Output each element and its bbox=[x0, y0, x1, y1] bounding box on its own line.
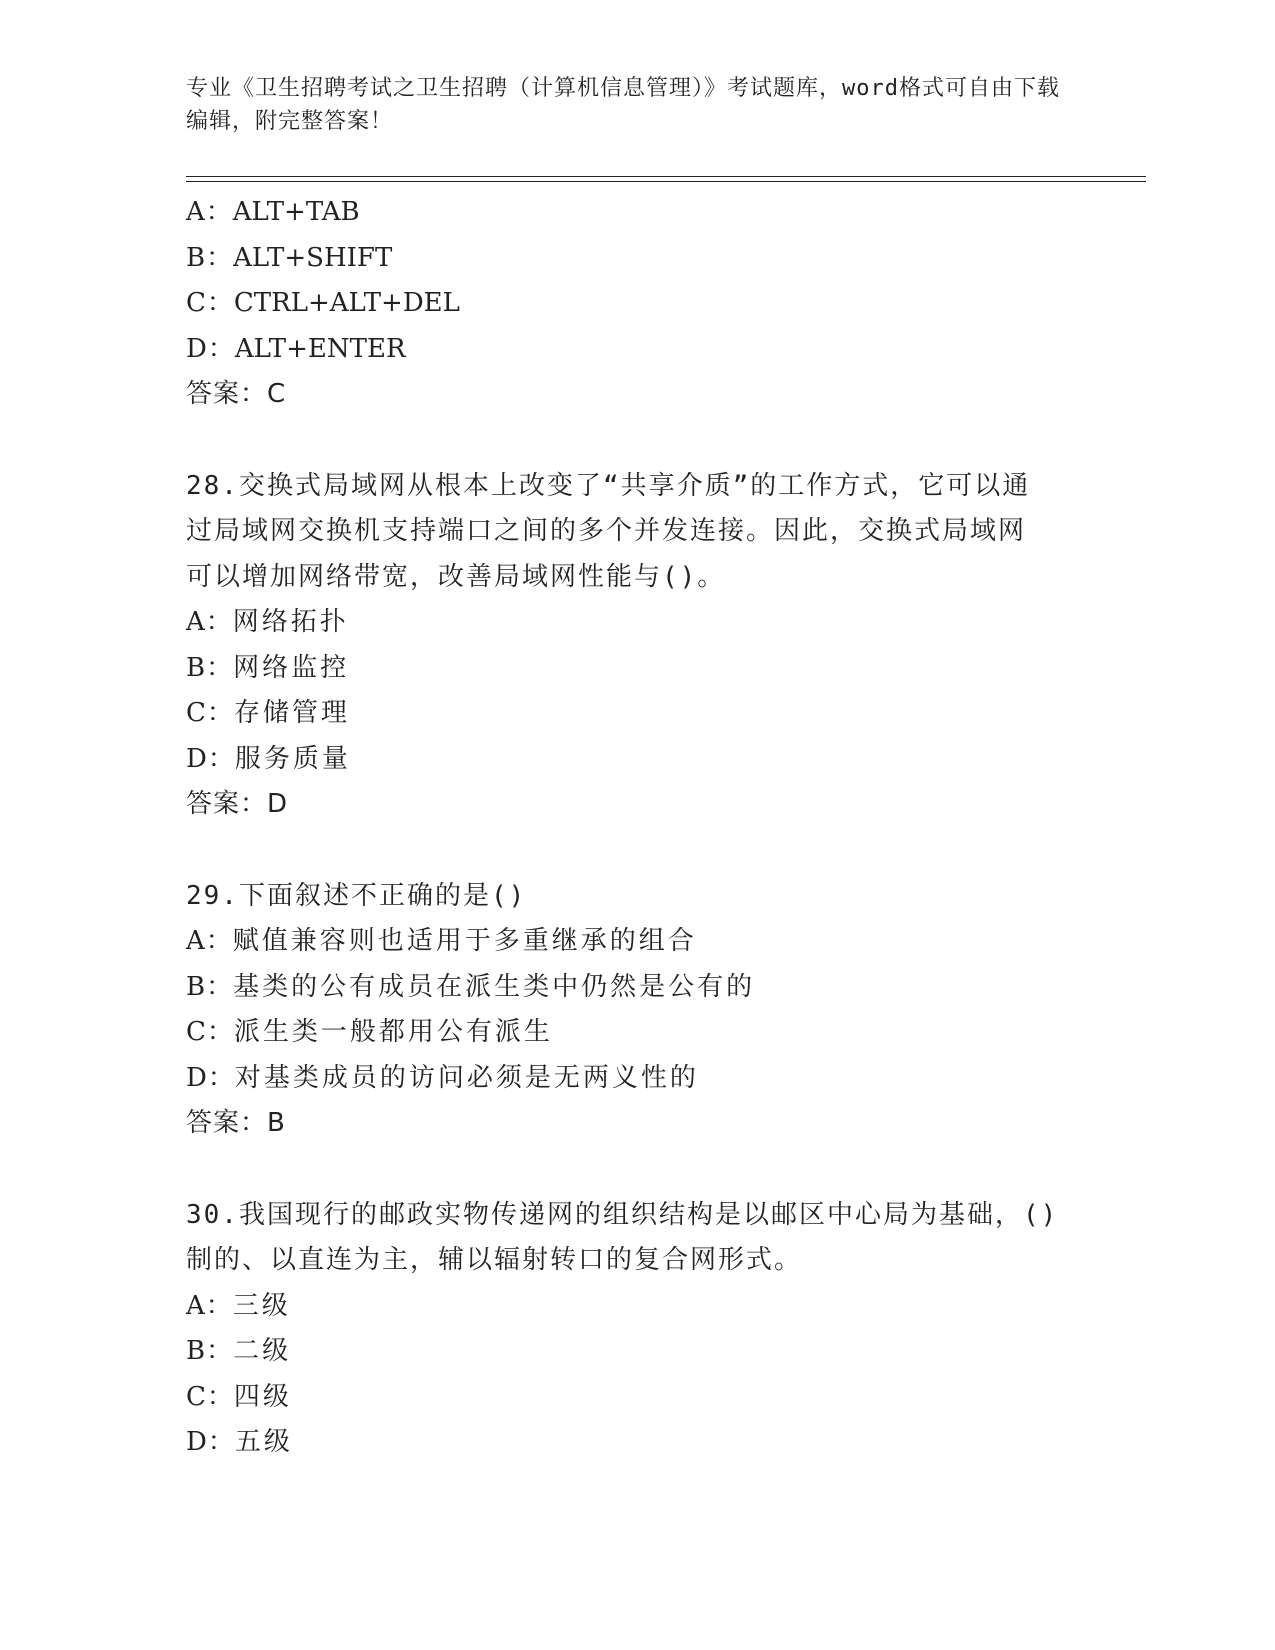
option-c bbox=[186, 691, 1086, 737]
option-key: B： bbox=[186, 242, 234, 273]
option-text: 基类的公有成员在派生类中仍然是公有的 bbox=[233, 971, 756, 1002]
option-key: A： bbox=[186, 926, 233, 956]
question-stem: 30.我国现行的邮政实物传递网的组织结构是以邮区中心局为基础，() bbox=[186, 1199, 1059, 1230]
option-b bbox=[186, 646, 1086, 692]
option-b bbox=[186, 965, 1086, 1011]
option-text: CTRL+ALT+DEL bbox=[233, 288, 460, 318]
question-30 bbox=[186, 1193, 1086, 1466]
option-text: 网络拓扑 bbox=[232, 607, 349, 637]
option-key: C： bbox=[186, 1381, 234, 1412]
option-key: C： bbox=[186, 698, 234, 728]
question-27 bbox=[186, 190, 1086, 418]
option-d bbox=[186, 1056, 1086, 1102]
answer-line: 答案：B bbox=[186, 1108, 286, 1138]
question-content bbox=[186, 190, 1086, 1466]
option-text: 三级 bbox=[232, 1290, 291, 1321]
option-key: D： bbox=[186, 333, 235, 364]
option-b bbox=[186, 1329, 1086, 1375]
option-key: D： bbox=[186, 1427, 235, 1457]
option-a bbox=[186, 1284, 1086, 1330]
option-text: ALT+ENTER bbox=[234, 333, 406, 364]
option-text: 五级 bbox=[234, 1427, 293, 1457]
option-text: 存储管理 bbox=[233, 698, 350, 728]
question-28 bbox=[186, 464, 1086, 828]
answer-line: 答案：C bbox=[186, 379, 287, 409]
option-c bbox=[186, 1010, 1086, 1056]
option-a bbox=[186, 600, 1086, 646]
option-d bbox=[186, 1420, 1086, 1466]
option-text: 对基类成员的访问必须是无两义性的 bbox=[234, 1062, 699, 1093]
option-text: ALT+TAB bbox=[232, 197, 360, 227]
option-d bbox=[186, 737, 1086, 783]
option-text: 服务质量 bbox=[234, 743, 351, 774]
option-key: B： bbox=[186, 652, 234, 683]
option-c bbox=[186, 281, 1086, 327]
question-stem: 29.下面叙述不正确的是() bbox=[186, 880, 527, 911]
spacer bbox=[186, 1147, 1086, 1193]
question-stem: 28.交换式局域网从根本上改变了“共享介质”的工作方式，它可以通 bbox=[186, 470, 1031, 501]
header-rule-top bbox=[186, 176, 1146, 177]
option-key: C： bbox=[186, 1017, 234, 1047]
header-rule-bottom bbox=[186, 181, 1146, 182]
option-c bbox=[186, 1375, 1086, 1421]
option-key: D： bbox=[186, 1062, 235, 1093]
option-key: C： bbox=[186, 288, 234, 318]
option-a bbox=[186, 919, 1086, 965]
spacer bbox=[186, 418, 1086, 464]
option-text: 赋值兼容则也适用于多重继承的组合 bbox=[232, 926, 697, 956]
option-key: B： bbox=[186, 1336, 234, 1366]
question-stem: 制的、以直连为主，辅以辐射转口的复合网形式。 bbox=[186, 1245, 803, 1275]
option-text: 二级 bbox=[233, 1336, 292, 1366]
spacer bbox=[186, 828, 1086, 874]
option-text: 网络监控 bbox=[233, 652, 350, 683]
answer-line: 答案：D bbox=[186, 789, 289, 819]
option-text: ALT+SHIFT bbox=[233, 242, 393, 273]
option-key: A： bbox=[186, 197, 233, 227]
option-b bbox=[186, 236, 1086, 282]
option-d bbox=[186, 327, 1086, 373]
option-key: D： bbox=[186, 743, 235, 774]
question-29 bbox=[186, 874, 1086, 1147]
option-key: B： bbox=[186, 971, 234, 1002]
option-text: 四级 bbox=[233, 1381, 292, 1412]
option-a bbox=[186, 190, 1086, 236]
question-stem: 可以增加网络带宽，改善局域网性能与()。 bbox=[186, 561, 726, 592]
option-key: A： bbox=[186, 1290, 233, 1321]
option-text: 派生类一般都用公有派生 bbox=[233, 1017, 553, 1047]
option-key: A： bbox=[186, 607, 233, 637]
question-stem: 过局域网交换机支持端口之间的多个并发连接。因此，交换式局域网 bbox=[186, 516, 1027, 546]
document-header-intro: 专业《卫生招聘考试之卫生招聘（计算机信息管理）》考试题库，word格式可自由下载编辑，附完整答案！ bbox=[186, 76, 1060, 134]
